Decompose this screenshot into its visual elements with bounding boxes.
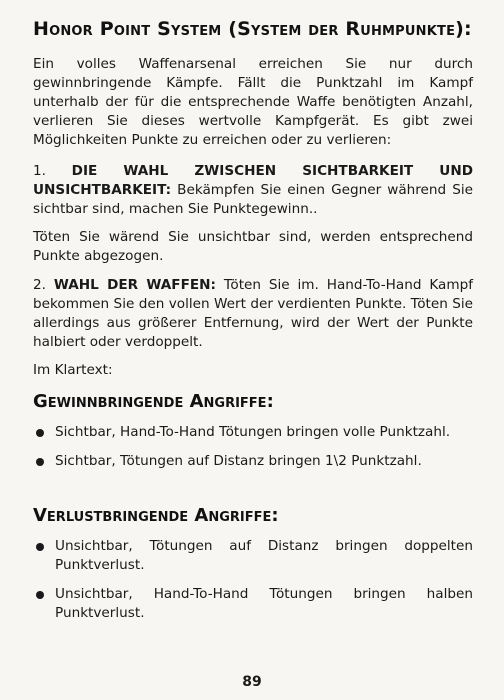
bullet-icon bbox=[36, 429, 44, 437]
bullet-icon bbox=[36, 458, 44, 466]
loss-item-2: Unsichtbar, Hand-To-Hand Tötungen bringen halben Punktverlust. bbox=[55, 586, 473, 621]
point-2-paragraph bbox=[33, 276, 473, 352]
gain-heading: Gewinnbringende Angriffe: bbox=[33, 391, 274, 412]
page-number: 89 bbox=[242, 674, 262, 690]
list-item bbox=[33, 423, 473, 442]
point-1-number: 1. bbox=[33, 163, 46, 179]
klartext-label: Im Klartext: bbox=[33, 362, 113, 378]
loss-item-1: Unsichtbar, Tötungen auf Distanz bringen doppelten Punktverlust. bbox=[55, 538, 473, 573]
manual-page bbox=[33, 18, 473, 623]
point-1-heading: DIE WAHL ZWISCHEN SICHTBARKEIT UND UNSICHTBARKEIT: bbox=[33, 163, 473, 198]
page-title: Honor Point System (System der Ruhmpunkte): bbox=[33, 18, 472, 40]
point-2-text: Töten Sie im. Hand-To-Hand Kampf bekommen Sie den vollen Wert der verdienten Punkte. Töten Sie allerdings aus größerer Entfernung, wird der Wert der Punkte halbiert oder verdoppelt. bbox=[33, 277, 473, 350]
point-2-heading: WAHL DER WAFFEN: bbox=[53, 277, 216, 293]
point-1-text-2: Töten Sie wärend Sie unsichtbar sind, werden entsprechend Punkte abgezogen. bbox=[33, 229, 473, 264]
list-item bbox=[33, 585, 473, 623]
point-1-text: Bekämpfen Sie einen Gegner während Sie sichtbar sind, machen Sie Punktegewinn.. bbox=[33, 182, 473, 217]
bullet-icon bbox=[36, 543, 44, 551]
point-1-paragraph bbox=[33, 162, 473, 219]
loss-heading: Verlustbringende Angriffe: bbox=[33, 505, 279, 526]
gain-item-2: Sichtbar, Tötungen auf Distanz bringen 1\2 Punktzahl. bbox=[55, 453, 422, 469]
loss-list bbox=[33, 537, 473, 623]
list-item bbox=[33, 452, 473, 471]
gain-item-1: Sichtbar, Hand-To-Hand Tötungen bringen volle Punktzahl. bbox=[55, 424, 451, 440]
list-item bbox=[33, 537, 473, 575]
bullet-icon bbox=[36, 591, 44, 599]
intro-paragraph: Ein volles Waffenarsenal erreichen Sie nur durch gewinnbringende Kämpfe. Fällt die Punktzahl im Kampf unterhalb der für die entsprechende Waffe benötigten Anzahl, verlieren Sie dieses wertvolle Kampfgerät. Es gibt zwei Möglichkeiten Punkte zu erreichen oder zu verlieren: bbox=[33, 56, 473, 148]
point-2-number: 2. bbox=[33, 277, 46, 293]
gain-list bbox=[33, 423, 473, 471]
